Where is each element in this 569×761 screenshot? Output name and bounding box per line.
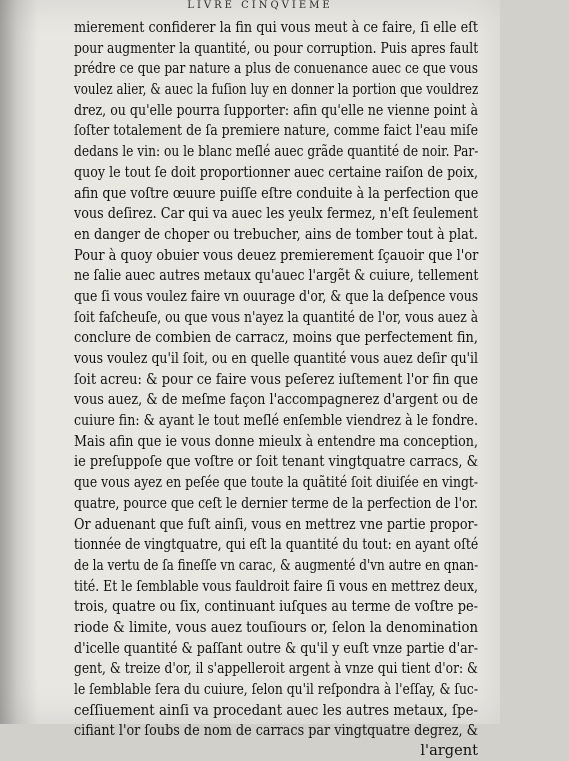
text-line: que ſi vous voulez faire vn ouurage d'or, & que la deſpence vous (74, 287, 479, 305)
text-line: afin que voſtre œuure puiſſe eſtre conduite à la perfection que (74, 184, 479, 202)
text-line: quatre, pource que ceſt le dernier terme de la perfection de l'or. (74, 494, 478, 512)
text-line: ceſſiuement ainſi va procedant auec les autres metaux, ſpe- (74, 701, 478, 719)
catchword: l'argent (420, 742, 478, 760)
gutter-shadow (0, 0, 38, 724)
text-line: Or aduenant que fuſt ainſi, vous en mettrez vne partie propor- (74, 515, 478, 533)
text-line: que vous ayez en peſée que toute la quãtité ſoit diuiſée en vingt- (74, 474, 478, 492)
text-line: en danger de choper ou trebucher, ains de tomber tout à plat. (74, 225, 478, 243)
text-line: tionnée de vingtquatre, qui eſt la quantité du tout: en ayant oſté (74, 536, 479, 554)
text-line: ne ſalie auec autres metaux qu'auec l'argẽt & cuiure, tellement (74, 267, 479, 285)
text-line: dedans le vin: ou le blanc meſlé auec grãde quantité de noir. Par- (74, 143, 479, 161)
text-line: voulez alier, & auec la fuſion luy en donner la portion que vouldrez (74, 81, 479, 99)
text-line: drez, ou qu'elle pourra ſupporter: afin qu'elle ne vienne point à (74, 101, 479, 119)
text-line: vous auez, & de meſme façon l'accompagnerez d'argent ou de (74, 391, 479, 409)
text-line: vous deſirez. Car qui va auec les yeulx fermez, n'eſt ſeulement (74, 205, 478, 223)
text-line: tité. Et le ſemblable vous fauldroit faire ſi vous en mettrez deux, (74, 577, 478, 595)
text-line: d'icelle quantité & paſſant outre & qu'il y euſt vnze partie d'ar- (74, 639, 478, 657)
text-line: de la vertu de ſa fineſſe vn carac, & augmenté d'vn autre en qnan- (74, 556, 479, 574)
text-line: gent, & treize d'or, il s'appelleroit argent à vnze qui tient d'or: & (74, 660, 478, 678)
text-line: ſoit faſcheuſe, ou que vous n'ayez la quantité de l'or, vous auez à (74, 308, 479, 326)
text-line: ſoit acreu: & pour ce faire vous peſerez iuſtement l'or fin que (74, 370, 479, 388)
text-line: prédre ce que par nature a plus de conuenance auec ce que vous (74, 60, 479, 78)
text-line: cuiure fin: & ayant le tout meſlé enſemble viendrez à le fondre. (74, 412, 478, 430)
text-line: ie preſuppoſe que voſtre or ſoit tenant vingtquatre carracs, & (74, 453, 479, 471)
text-line: ſoſter totalement de ſa premiere nature, comme faict l'eau miſe (74, 122, 478, 140)
text-line: trois, quatre ou ſix, continuant iuſques au terme de voſtre pe- (74, 598, 478, 616)
text-line: mierement confiderer la fin qui vous meut à ce faire, ſi elle eſt (74, 19, 478, 36)
text-line: vous voulez qu'il ſoit, ou en quelle quantité vous auez deſir qu'il (74, 350, 478, 367)
body-text (74, 17, 478, 761)
text-line: riode & limite, vous auez touſiours or, ſelon la denomination (74, 618, 478, 636)
text-line: quoy le tout ſe doit proportionner auec certaine raiſon de poix, (74, 163, 478, 181)
text-line: pour augmenter la quantité, ou pour corruption. Puis apres fault (74, 39, 479, 57)
text-line: conclure de combien de carracz, moins que perfectement fin, (74, 329, 478, 347)
running-head: LIVRE CINQVIEME (187, 0, 333, 11)
text-line: cifiant l'or ſoubs de nom de carracs par vingtquatre degrez, & (74, 722, 478, 740)
text-line: le ſemblable ſera du cuiure, ſelon qu'il reſpondra à l'eſſay, & ſuc- (74, 681, 478, 698)
text-line: Pour à quoy obuier vous deuez premierement ſçauoir que l'or (74, 246, 479, 264)
text-line: Mais afin que ie vous donne mieulx à entendre ma conception, (74, 432, 478, 450)
